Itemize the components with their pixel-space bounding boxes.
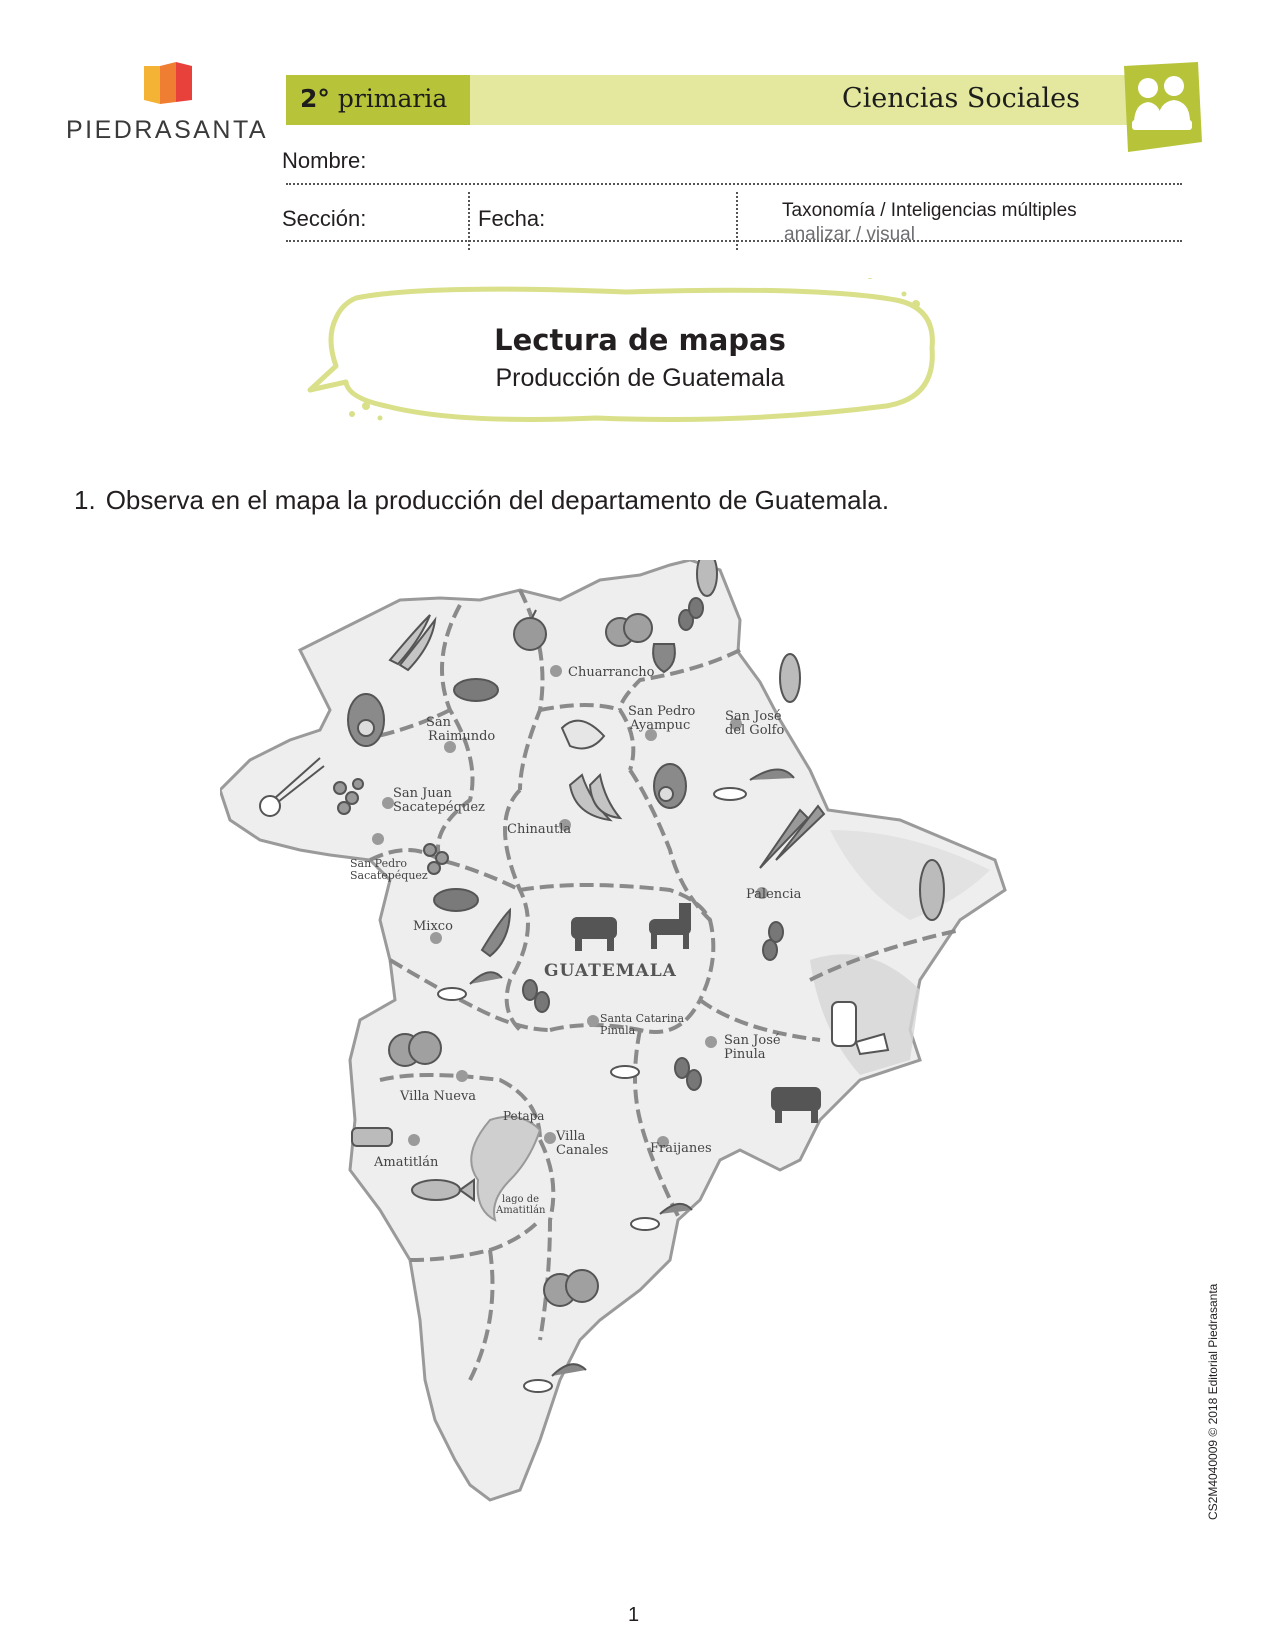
label-san-juan-sacatepequez: San Juan Sacatepéquez <box>393 786 485 815</box>
label-san-jose-del-golfo: San José del Golfo <box>725 709 785 738</box>
label-san-pedro-ayampuc: San Pedro Ayampuc <box>628 704 696 733</box>
label-villa-canales: Villa Canales <box>556 1129 609 1158</box>
tomatoes-icon <box>389 1032 441 1066</box>
pig-icon <box>434 889 478 911</box>
instruction-text: Observa en el mapa la producción del departamento de Guatemala. <box>105 485 890 515</box>
publisher-logo <box>66 60 269 150</box>
coffee-icon <box>611 1066 639 1078</box>
worksheet-title: Lectura de mapas <box>494 323 786 357</box>
brand-name: PIEDRASANTA <box>66 116 269 144</box>
worksheet-subtitle: Producción de Guatemala <box>495 364 785 392</box>
taxonomy-value: analizar / visual <box>784 224 915 245</box>
label-amatitlan: Amatitlán <box>374 1155 439 1170</box>
instruction-number: 1. <box>74 485 96 515</box>
corn-icon <box>697 560 717 596</box>
pig-icon <box>454 679 498 701</box>
fecha-label: Fecha: <box>478 206 546 231</box>
guatemala-production-map <box>220 560 1040 1550</box>
tomatoes-icon <box>544 1270 598 1306</box>
grade-label <box>300 84 447 113</box>
label-fraijanes: Fraijanes <box>650 1141 712 1156</box>
label-san-jose-pinula: San José Pinula <box>724 1033 781 1062</box>
instruction <box>74 485 889 516</box>
divider <box>286 183 1182 185</box>
corn-icon <box>780 654 800 702</box>
divider <box>286 240 1182 242</box>
grade-number: 2° <box>300 84 330 113</box>
label-san-raimundo: San Raimundo <box>426 715 496 744</box>
taxonomy-label: Taxonomía / Inteligencias múltiples <box>782 200 1077 221</box>
label-lago-amatitlan: lago de Amatitlán <box>496 1194 546 1216</box>
label-chinautla: Chinautla <box>507 822 572 837</box>
tomatoes-icon <box>606 614 652 646</box>
label-mixco: Mixco <box>413 919 453 934</box>
title-bubble <box>296 278 976 444</box>
label-petapa: Petapa <box>503 1109 545 1123</box>
label-guatemala: GUATEMALA <box>544 961 677 981</box>
page-number: 1 <box>628 1604 640 1626</box>
corn-icon <box>920 860 944 920</box>
subject-title: Ciencias Sociales <box>841 83 1080 114</box>
label-chuarrancho: Chuarrancho <box>568 665 655 680</box>
avocado-icon <box>348 694 384 746</box>
book-logo-icon <box>140 60 196 108</box>
label-palencia: Palencia <box>746 887 802 902</box>
label-santa-catarina-pinula: Santa Catarina Pinula <box>600 1012 685 1037</box>
bread-icon <box>352 1128 392 1146</box>
group-people-icon <box>1118 62 1202 154</box>
label-san-pedro-sacatepequez: San Pedro Sacatepéquez <box>350 857 428 882</box>
avocado-icon <box>654 764 686 808</box>
milk-icon <box>832 1002 856 1046</box>
copyright-side-text: CS2M4040009 © 2018 Editorial Piedrasanta <box>1206 1283 1220 1520</box>
label-villa-nueva: Villa Nueva <box>400 1089 477 1104</box>
nombre-label: Nombre: <box>282 148 367 173</box>
seccion-label: Sección: <box>282 206 367 231</box>
grade-word: primaria <box>337 84 448 113</box>
